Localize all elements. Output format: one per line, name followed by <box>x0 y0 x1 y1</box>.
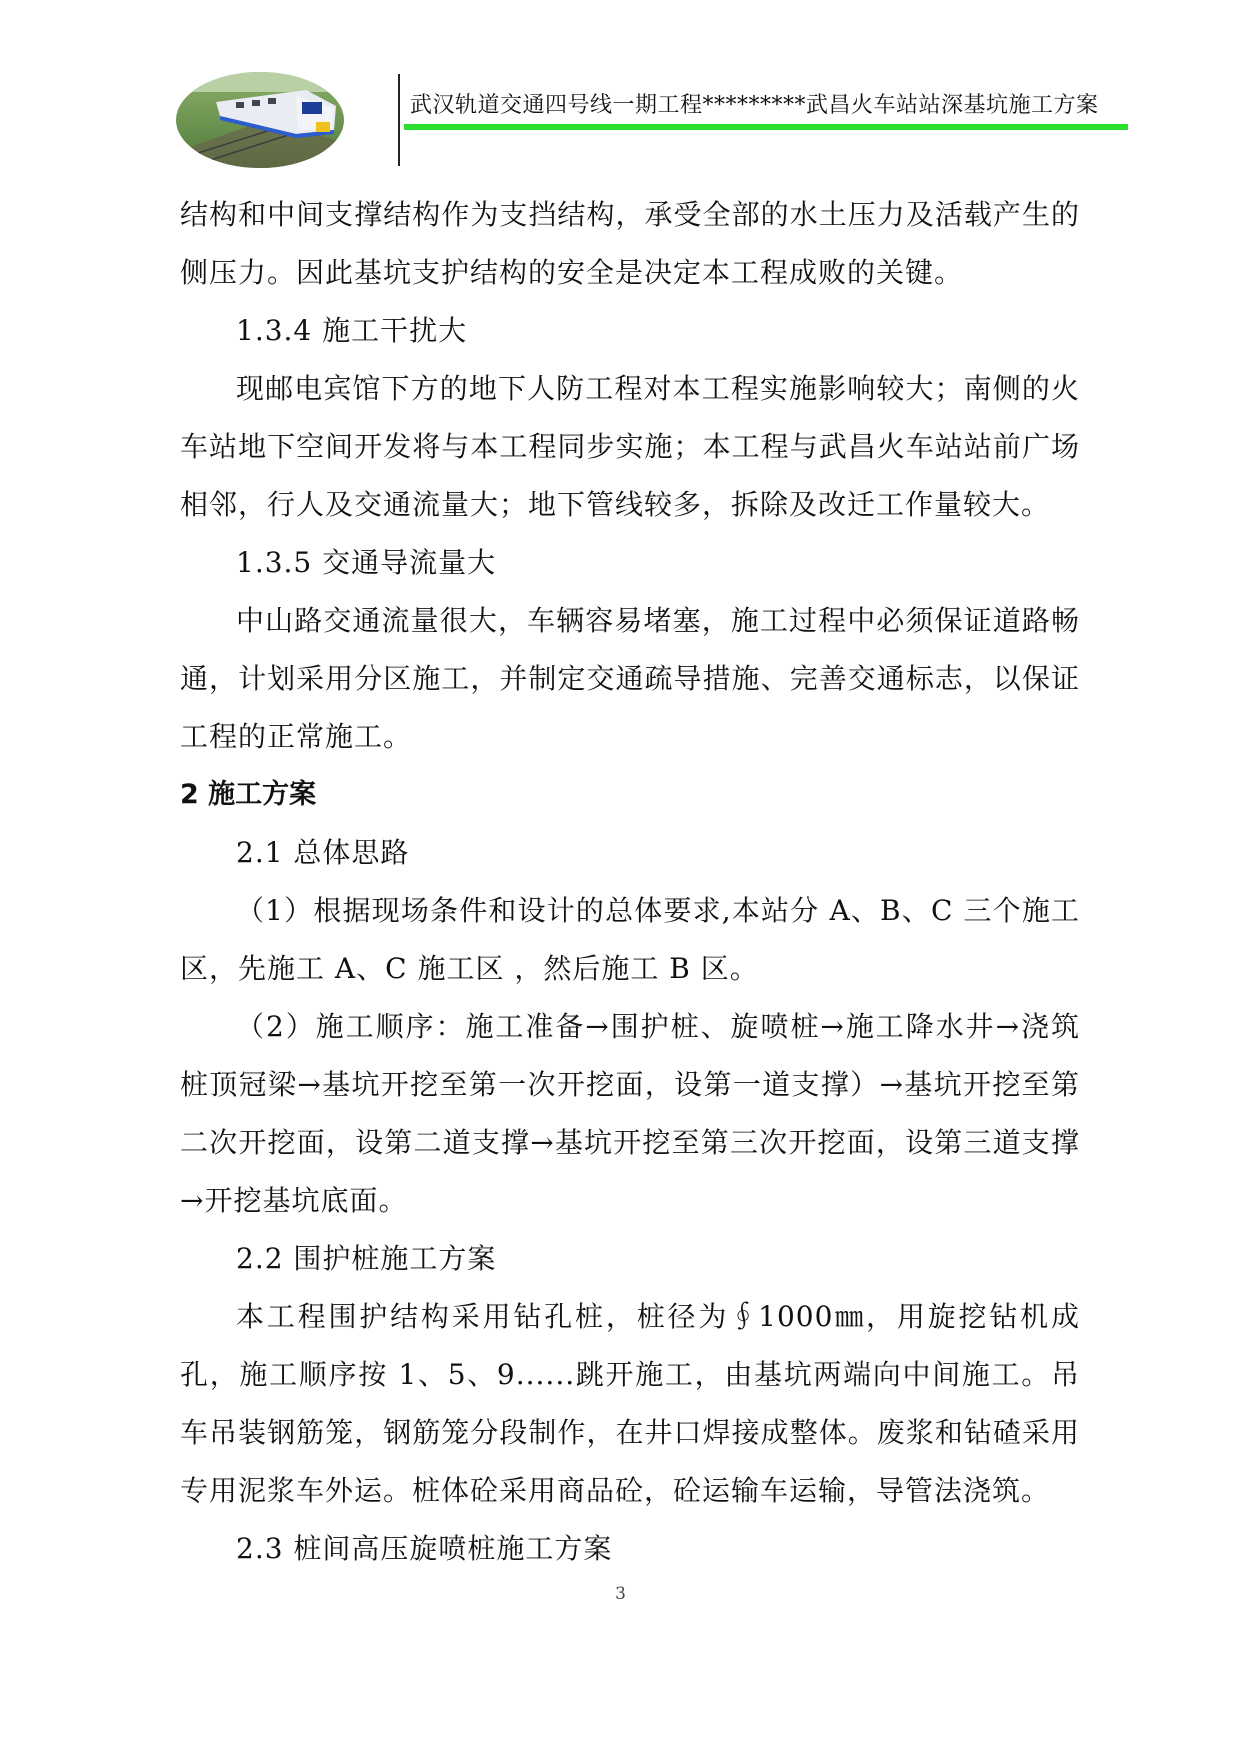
paragraph-continuation: 结构和中间支撑结构作为支挡结构，承受全部的水土压力及活载产生的侧压力。因此基坑支护结构的安全是决定本工程成败的关键。 <box>180 198 1080 289</box>
heading-2-2: 2.2 围护桩施工方案 <box>236 1242 497 1275</box>
paragraph-interference: 现邮电宾馆下方的地下人防工程对本工程实施影响较大；南侧的火车站地下空间开发将与本工程同步实施；本工程与武昌火车站站前广场相邻，行人及交通流量大；地下管线较多，拆除及改迁工作量较大。 <box>180 372 1080 521</box>
heading-section-2: 2 施工方案 <box>180 779 317 810</box>
heading-1-3-5: 1.3.5 交通导流量大 <box>236 546 497 579</box>
page-number: 3 <box>615 1584 626 1604</box>
header-green-rule <box>404 124 1128 130</box>
heading-2-1: 2.1 总体思路 <box>236 836 410 869</box>
paragraph-traffic: 中山路交通流量很大，车辆容易堵塞，施工过程中必须保证道路畅通，计划采用分区施工，并制定交通疏导措施、完善交通标志，以保证工程的正常施工。 <box>180 604 1080 753</box>
header-divider <box>398 74 400 166</box>
paragraph-sequence: （2）施工顺序：施工准备→围护桩、旋喷桩→施工降水井→浇筑桩顶冠梁→基坑开挖至第一次开挖面，设第一道支撑）→基坑开挖至第二次开挖面，设第二道支撑→基坑开挖至第三次开挖面，设第三道支撑→开挖基坑底面。 <box>180 1010 1080 1217</box>
document-body <box>180 186 1080 1578</box>
paragraph-zones: （1）根据现场条件和设计的总体要求,本站分 A、B、C 三个施工区，先施工 A、C 施工区 ，然后施工 B 区。 <box>180 894 1080 985</box>
heading-1-3-4: 1.3.4 施工干扰大 <box>236 314 468 347</box>
page-header <box>0 0 1241 170</box>
train-photo-logo-icon <box>176 72 344 168</box>
heading-2-3: 2.3 桩间高压旋喷桩施工方案 <box>236 1532 613 1565</box>
header-title: 武汉轨道交通四号线一期工程*********武昌火车站站深基坑施工方案 <box>410 93 1099 118</box>
paragraph-piles: 本工程围护结构采用钻孔桩，桩径为∮1000㎜，用旋挖钻机成孔，施工顺序按 1、5、9......跳开施工，由基坑两端向中间施工。吊车吊装钢筋笼，钢筋笼分段制作，在井口焊接成整体。废浆和钻碴采用专用泥浆车外运。桩体砼采用商品砼，砼运输车运输，导管法浇筑。 <box>180 1300 1080 1507</box>
